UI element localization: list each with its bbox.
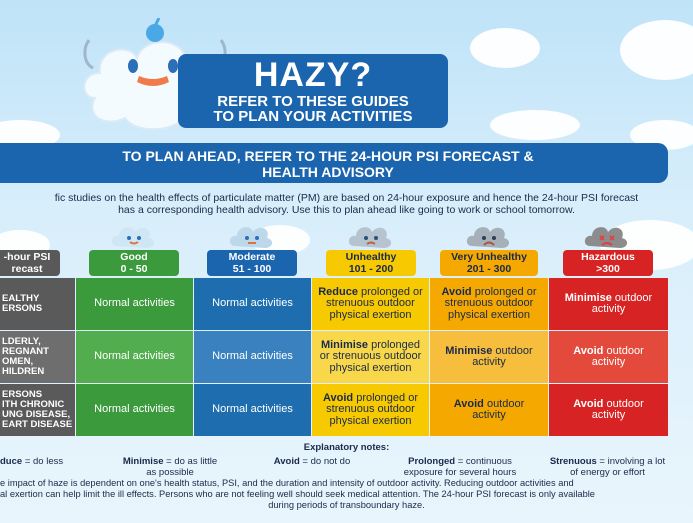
advisory-cell xyxy=(76,278,193,330)
level-range: 201 - 300 xyxy=(466,263,512,275)
note-minimise xyxy=(110,456,230,478)
corner-line1: -hour PSI xyxy=(3,251,51,263)
good-face-icon xyxy=(109,222,159,250)
label-line: OMEN, xyxy=(2,356,34,367)
label-line: EART DISEASE xyxy=(2,419,73,430)
cell-rest: Normal activities xyxy=(212,297,293,310)
advisory-cell xyxy=(194,331,311,383)
level-range: 51 - 100 xyxy=(232,263,272,275)
cell-lead: Reduce xyxy=(318,285,358,298)
label-line: EALTHY xyxy=(2,293,40,304)
cell-rest: outdoor activity xyxy=(591,291,653,315)
banner-line2: HEALTH ADVISORY xyxy=(262,164,394,180)
unhealthy-face-icon xyxy=(346,222,396,250)
hazardous-face-icon xyxy=(582,222,632,250)
cell-text xyxy=(555,399,662,422)
advisory-cell xyxy=(430,278,548,330)
cell-text xyxy=(436,287,542,322)
cell-text xyxy=(212,404,293,416)
note-def: = do as little xyxy=(163,456,218,467)
level-range: >300 xyxy=(596,263,620,275)
level-range: 101 - 200 xyxy=(348,263,394,275)
advisory-cell xyxy=(430,331,548,383)
cell-rest: prolonged or strenuous outdoor physical exertion xyxy=(326,285,423,321)
cell-rest: outdoor activity xyxy=(472,397,525,421)
level-name: Very Unhealthy xyxy=(451,251,527,263)
row-label-vulnerable xyxy=(0,331,75,383)
cell-lead: Minimise xyxy=(445,344,493,357)
level-range: 0 - 50 xyxy=(120,263,148,275)
cell-rest: Normal activities xyxy=(212,403,293,416)
advisory-cell xyxy=(312,384,429,436)
label-line: UNG DISEASE, xyxy=(2,409,71,420)
cell-text xyxy=(555,293,662,316)
cell-rest: Normal activities xyxy=(94,403,175,416)
notes-heading: Explanatory notes: xyxy=(303,442,390,453)
cell-rest: prolonged or strenuous outdoor physical exertion xyxy=(326,391,418,427)
cell-text xyxy=(94,351,175,363)
label-line: REGNANT xyxy=(2,346,49,357)
label-line: LDERLY, xyxy=(2,336,41,347)
cell-lead: Avoid xyxy=(323,391,354,404)
cell-text xyxy=(94,298,175,310)
advisory-cell xyxy=(549,331,668,383)
cell-text xyxy=(212,351,293,363)
label-line: ERSONS xyxy=(2,389,43,400)
note-term: Minimise xyxy=(122,456,164,467)
note-def: = continuous xyxy=(455,456,512,467)
note-reduce xyxy=(0,456,63,467)
level-header-good xyxy=(89,250,179,276)
background-cloud xyxy=(470,28,540,68)
row-label-healthy xyxy=(0,278,75,330)
title-line1: REFER TO THESE GUIDES xyxy=(217,93,409,110)
cell-rest: prolonged or strenuous outdoor physical exertion xyxy=(444,285,537,321)
advisory-cell xyxy=(549,384,668,436)
advisory-cell xyxy=(76,331,193,383)
psi-corner-header xyxy=(0,250,60,276)
level-header-moderate xyxy=(207,250,297,276)
level-header-unhealthy xyxy=(326,250,416,276)
cell-lead: Avoid xyxy=(573,344,604,357)
level-header-very-unhealthy xyxy=(440,250,538,276)
cell-rest: Normal activities xyxy=(212,350,293,363)
cell-text xyxy=(318,287,423,322)
note-term: Strenuous xyxy=(549,456,597,467)
cell-text xyxy=(212,298,293,310)
background-cloud xyxy=(620,20,693,80)
cell-lead: Minimise xyxy=(320,338,369,351)
cell-text xyxy=(318,393,423,428)
cell-rest: Normal activities xyxy=(94,350,175,363)
cell-text xyxy=(436,346,542,369)
note-prolonged xyxy=(390,456,530,478)
forecast-banner xyxy=(0,143,668,183)
label-line: ERSONS xyxy=(2,303,43,314)
very-unhealthy-face-icon xyxy=(464,222,514,250)
title-main: HAZY? xyxy=(253,56,373,94)
note-def: = do not do xyxy=(299,456,351,467)
level-header-hazardous xyxy=(563,250,653,276)
title-line2: TO PLAN YOUR ACTIVITIES xyxy=(213,108,413,125)
advisory-cell xyxy=(312,331,429,383)
row-label-chronic xyxy=(0,384,75,436)
note-def: = involving a lot xyxy=(596,456,666,467)
advisory-cell xyxy=(430,384,548,436)
banner-line1: TO PLAN AHEAD, REFER TO THE 24-HOUR PSI FORECAST & xyxy=(122,148,534,164)
note-def: = do less xyxy=(22,456,64,467)
note-def2: as possible xyxy=(146,467,194,478)
note-avoid xyxy=(262,456,362,467)
advisory-cell xyxy=(76,384,193,436)
cell-lead: Minimise xyxy=(564,291,612,304)
cell-text xyxy=(555,346,662,369)
cell-lead: Avoid xyxy=(453,397,484,410)
title-box xyxy=(178,54,448,128)
advisory-cell xyxy=(549,278,668,330)
note-term: Avoid xyxy=(273,456,300,467)
level-name: Good xyxy=(120,251,148,263)
intro-line1: fic studies on the health effects of particulate matter (PM) are based on 24-hour exposure and hence the 24-hour PSI forecast xyxy=(54,192,639,204)
level-name: Moderate xyxy=(228,251,276,263)
level-name: Unhealthy xyxy=(345,251,397,263)
note-term: Prolonged xyxy=(408,456,456,467)
cell-rest: outdoor activity xyxy=(591,344,644,368)
label-line: HILDREN xyxy=(2,366,45,377)
cell-rest: outdoor activity xyxy=(591,397,644,421)
moderate-face-icon xyxy=(227,222,277,250)
footer-line: during periods of transboundary haze. xyxy=(268,500,425,510)
advisory-cell xyxy=(194,278,311,330)
intro-line2: has a corresponding health advisory. Use this to plan ahead like going to work or school tomorrow. xyxy=(118,204,575,216)
note-def2: exposure for several hours xyxy=(403,467,517,478)
label-line: ITH CHRONIC xyxy=(2,399,65,410)
footer-text xyxy=(0,478,693,511)
footer-line: e impact of haze is dependent on one's health status, PSI, and the duration and intensity of outdoor activity. Reducing outdoor activities and xyxy=(0,478,574,488)
level-name: Hazardous xyxy=(581,251,635,263)
cell-text xyxy=(436,399,542,422)
intro-text xyxy=(0,192,693,216)
footer-line: al exertion can help limit the ill effects. Persons who are not feeling well should seek medical attention. The 24-hour PSI forecast is only available xyxy=(0,489,595,499)
note-term: duce xyxy=(0,456,23,467)
note-strenuous xyxy=(535,456,680,478)
advisory-cell xyxy=(312,278,429,330)
note-def2: of energy or effort xyxy=(570,467,645,478)
background-cloud xyxy=(490,110,580,140)
cell-text xyxy=(94,404,175,416)
cell-text xyxy=(318,340,423,375)
advisory-cell xyxy=(194,384,311,436)
cell-rest: prolonged or strenuous outdoor physical exertion xyxy=(319,338,422,374)
cell-lead: Avoid xyxy=(573,397,604,410)
cell-rest: outdoor activity xyxy=(472,344,533,368)
cell-lead: Avoid xyxy=(441,285,472,298)
cell-rest: Normal activities xyxy=(94,297,175,310)
corner-line2: recast xyxy=(11,263,43,275)
